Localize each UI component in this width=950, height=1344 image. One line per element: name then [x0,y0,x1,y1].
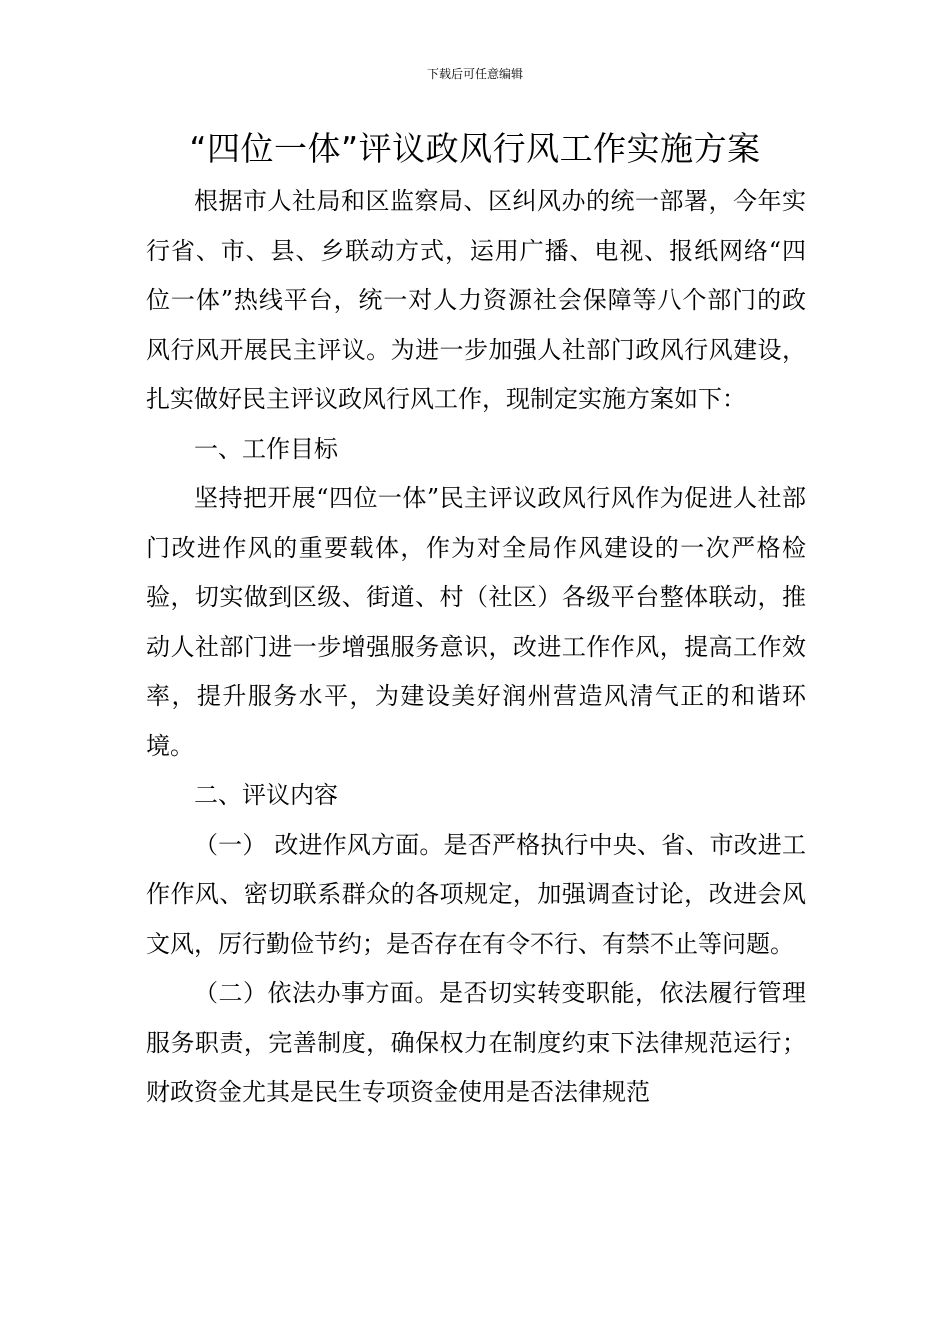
content-item-1: （一） 改进作风方面。是否严格执行中央、省、市改进工作作风、密切联系群众的各项规定，加强调查讨论，改进会风文风，厉行勤俭节约；是否存在有令不行、有禁不止等问题。 [146,830,806,958]
header-note: 下载后可任意编辑 [426,67,523,81]
section-heading-content: 二、评议内容 [194,781,338,809]
goals-paragraph: 坚持把开展“四位一体”民主评议政风行风作为促进人社部门改进作风的重要载体，作为对全局作风建设的一次严格检验，切实做到区级、街道、村（社区）各级平台整体联动，推动人社部门进一步增强服务意识，改进工作作风，提高工作效率，提升服务水平，为建设美好润州营造风清气正的和谐环境。 [146,484,806,760]
intro-paragraph: 根据市人社局和区监察局、区纠风办的统一部署，今年实行省、市、县、乡联动方式，运用广播、电视、报纸网络“四位一体”热线平台，统一对人力资源社会保障等八个部门的政风行风开展民主评议。为进一步加强人社部门政风行风建设，扎实做好民主评议政风行风工作，现制定实施方案如下： [146,187,806,413]
document-title: “四位一体”评议政风行风工作实施方案 [189,129,761,168]
section-heading-goals: 一、工作目标 [194,434,338,463]
document-body [146,177,806,1118]
content-item-2: （二）依法办事方面。是否切实转变职能，依法履行管理服务职责，完善制度，确保权力在制度约束下法律规范运行；财政资金尤其是民生专项资金使用是否法律规范 [146,979,806,1106]
